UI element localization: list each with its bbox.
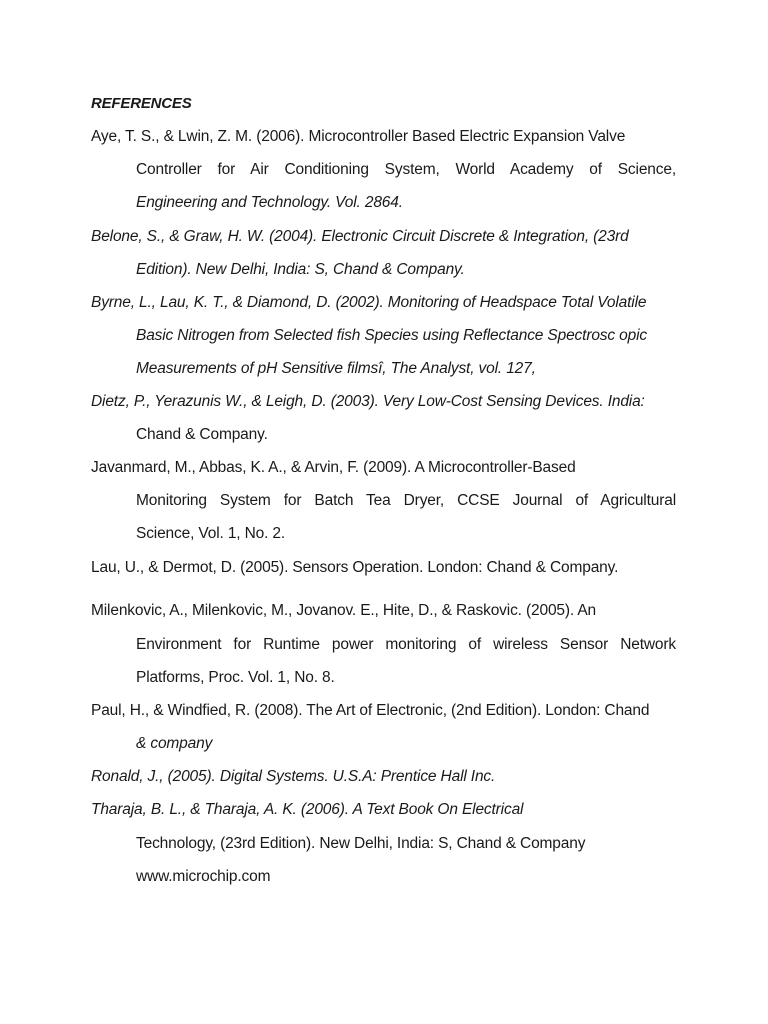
reference-javanmard-line-1: Javanmard, M., Abbas, K. A., & Arvin, F. (2009). A Microcontroller-Based bbox=[91, 459, 576, 476]
reference-aye-line-2: Controller for Air Conditioning System, World Academy of Science, bbox=[136, 161, 676, 178]
reference-dietz-line-1: Dietz, P., Yerazunis W., & Leigh, D. (2003). Very Low-Cost Sensing Devices. India: bbox=[91, 393, 645, 410]
reference-javanmard-line-3: Science, Vol. 1, No. 2. bbox=[136, 525, 286, 542]
reference-dietz-line-2: Chand & Company. bbox=[136, 426, 268, 443]
reference-byrne-line-2: Basic Nitrogen from Selected fish Species using Reflectance Spectrosc opic bbox=[136, 327, 647, 344]
reference-byrne-line-3: Measurements of pH Sensitive filmsî, The Analyst, vol. 127, bbox=[136, 360, 536, 377]
reference-belone-line-1: Belone, S., & Graw, H. W. (2004). Electronic Circuit Discrete & Integration, (23rd bbox=[91, 228, 629, 245]
reference-tharaja-line-1: Tharaja, B. L., & Tharaja, A. K. (2006). A Text Book On Electrical bbox=[91, 801, 524, 818]
reference-aye-line-3: Engineering and Technology. Vol. 2864. bbox=[136, 194, 403, 211]
reference-javanmard-line-2: Monitoring System for Batch Tea Dryer, CCSE Journal of Agricultural bbox=[136, 492, 676, 509]
reference-belone-line-2: Edition). New Delhi, India: S, Chand & Company. bbox=[136, 261, 465, 278]
reference-paul-line-2: & company bbox=[136, 735, 213, 752]
reference-milenkovic-line-2: Environment for Runtime power monitoring of wireless Sensor Network bbox=[136, 636, 676, 653]
reference-ronald-line-1: Ronald, J., (2005). Digital Systems. U.S.A: Prentice Hall Inc. bbox=[91, 768, 496, 785]
reference-tharaja-line-3[interactable]: www.microchip.com bbox=[136, 868, 271, 885]
reference-byrne-line-1: Byrne, L., Lau, K. T., & Diamond, D. (2002). Monitoring of Headspace Total Volatile bbox=[91, 294, 647, 311]
reference-paul-line-1: Paul, H., & Windfied, R. (2008). The Art of Electronic, (2nd Edition). London: Chand bbox=[91, 702, 650, 719]
references-heading: REFERENCES bbox=[91, 95, 192, 112]
reference-milenkovic-line-1: Milenkovic, A., Milenkovic, M., Jovanov. E., Hite, D., & Raskovic. (2005). An bbox=[91, 602, 597, 619]
reference-lau-line-1: Lau, U., & Dermot, D. (2005). Sensors Operation. London: Chand & Company. bbox=[91, 559, 619, 576]
reference-aye-line-1: Aye, T. S., & Lwin, Z. M. (2006). Microcontroller Based Electric Expansion Valve bbox=[91, 128, 626, 145]
reference-milenkovic-line-3: Platforms, Proc. Vol. 1, No. 8. bbox=[136, 669, 335, 686]
reference-tharaja-line-2: Technology, (23rd Edition). New Delhi, India: S, Chand & Company bbox=[136, 835, 586, 852]
